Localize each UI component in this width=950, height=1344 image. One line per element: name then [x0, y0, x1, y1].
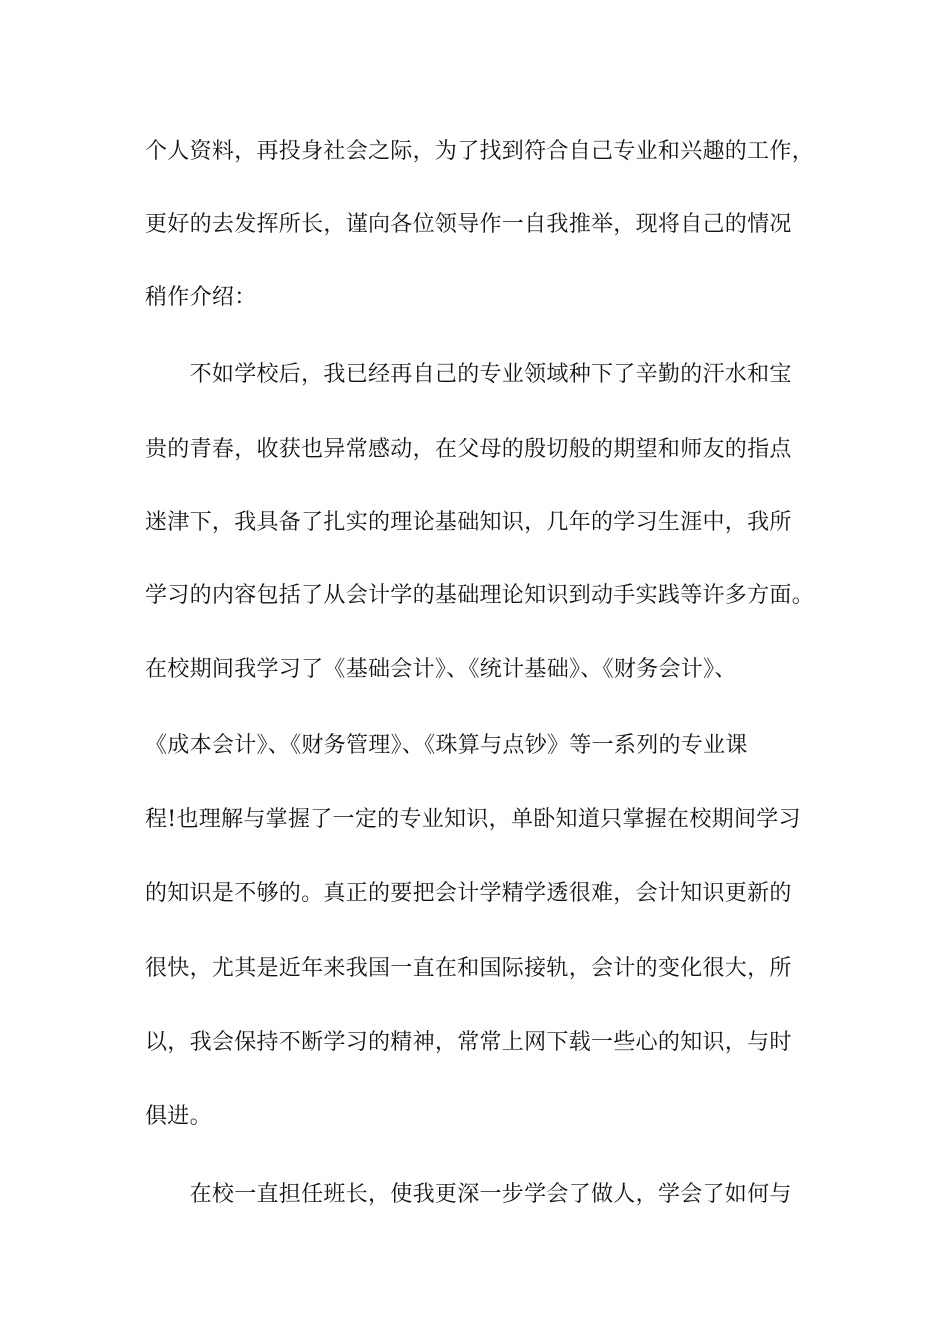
- text-line-12: 很快，尤其是近年来我国一直在和国际接轨，会计的变化很大，所: [145, 956, 792, 981]
- text-line-9: 《成本会计》、《财务管理》、《珠算与点钞》等一系列的专业课: [145, 733, 748, 758]
- text-line-5: 贵的青春，收获也异常感动，在父母的殷切般的期望和师友的指点: [145, 437, 792, 462]
- text-line-3: 稍作介绍：: [145, 285, 257, 310]
- text-line-7: 学习的内容包括了从会计学的基础理论知识到动手实践等许多方面。: [145, 583, 815, 608]
- text-line-2: 更好的去发挥所长，谨向各位领导作一自我推举，现将自己的情况: [145, 212, 792, 237]
- text-line-8: 在校期间我学习了《基础会计》、《统计基础》、《财务会计》、: [145, 657, 737, 682]
- text-line-14: 俱进。: [145, 1104, 212, 1129]
- text-line-13: 以，我会保持不断学习的精神，常常上网下载一些心的知识，与时: [145, 1030, 792, 1055]
- text-line-4: 不如学校后，我已经再自己的专业领域种下了辛勤的汗水和宝: [145, 362, 792, 387]
- text-line-10: 程!也理解与掌握了一定的专业知识，单卧知道只掌握在校期间学习: [145, 807, 801, 832]
- text-line-11: 的知识是不够的。真正的要把会计学精学透很难，会计知识更新的: [145, 881, 792, 906]
- text-line-15: 在校一直担任班长，使我更深一步学会了做人，学会了如何与: [145, 1182, 792, 1207]
- text-line-6: 迷津下，我具备了扎实的理论基础知识，几年的学习生涯中，我所: [145, 510, 792, 535]
- text-line-1: 个人资料，再投身社会之际，为了找到符合自己专业和兴趣的工作，: [145, 139, 815, 164]
